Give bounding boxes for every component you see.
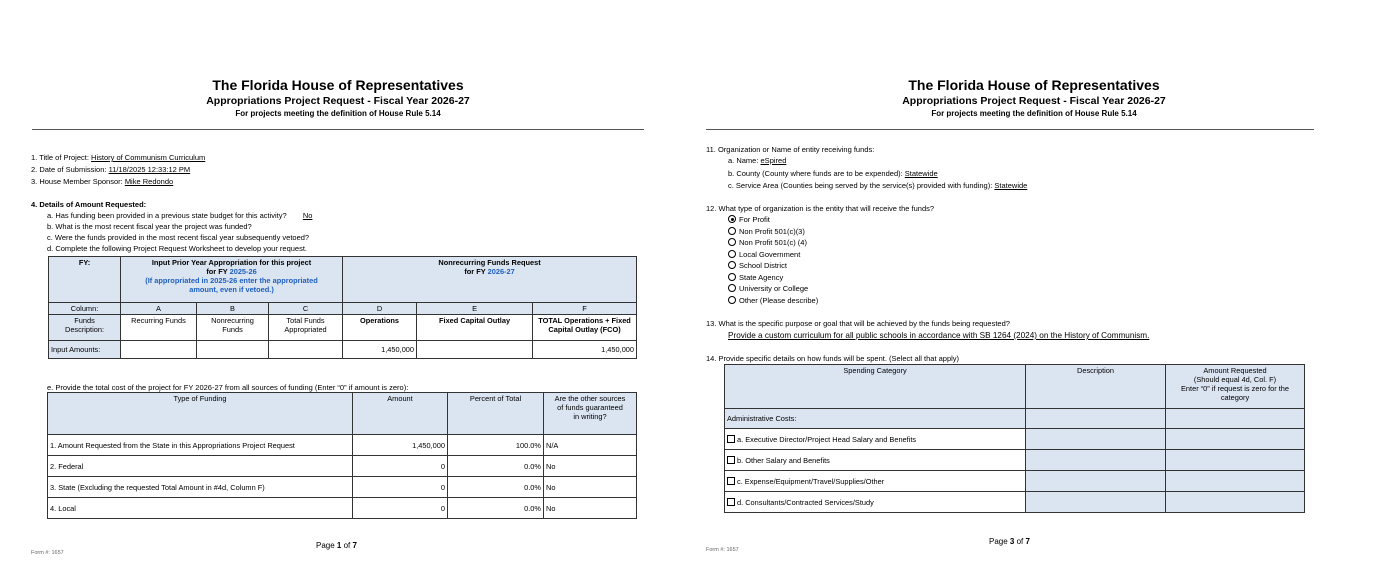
- funding-amount[interactable]: 0: [353, 456, 448, 477]
- page-prefix: Page: [316, 541, 337, 550]
- funding-percent: 0.0%: [448, 477, 544, 498]
- org-county-label: b. County (County where funds are to be expended):: [728, 169, 905, 178]
- input-amounts-label: Input Amounts:: [49, 341, 121, 359]
- spending-row: [725, 450, 1305, 471]
- checkbox-icon[interactable]: [727, 456, 735, 464]
- spending-category-label: b. Other Salary and Benefits: [737, 455, 830, 465]
- org-type-option[interactable]: [728, 250, 800, 260]
- spending-category[interactable]: [725, 450, 1026, 471]
- sponsor-value: Mike Redondo: [124, 177, 174, 186]
- option-label: Non Profit 501(c) (4): [739, 238, 807, 247]
- sponsor-label: 3. House Member Sponsor:: [31, 177, 123, 186]
- details-heading: 4. Details of Amount Requested:: [31, 200, 147, 209]
- funding-guaranteed[interactable]: No: [544, 477, 637, 498]
- option-label: For Profit: [739, 215, 770, 224]
- page-of: of: [341, 541, 353, 550]
- prior-year-note-2: amount, even if vetoed.): [189, 285, 274, 294]
- spending-question: 14. Provide specific details on how funds will be spent. (Select all that apply): [706, 354, 960, 363]
- guaranteed-header: [544, 393, 637, 435]
- org-service-area-label: c. Service Area (Counties being served by the service(s) provided with funding):: [728, 181, 995, 190]
- org-name-value: eSpired: [760, 156, 787, 165]
- admin-amount: [1166, 409, 1305, 429]
- submission-date-line: [31, 165, 190, 175]
- org-service-area-value: Statewide: [994, 181, 1028, 190]
- amount-header-1: Amount Requested: [1203, 366, 1267, 375]
- spending-category-label: d. Consultants/Contracted Services/Study: [737, 497, 874, 507]
- nonrecurring-fy: 2026-27: [487, 267, 515, 276]
- amount-header: Amount: [353, 393, 448, 435]
- worksheet-header-row: [49, 257, 637, 303]
- page-current: 3: [1009, 537, 1015, 546]
- input-b[interactable]: [197, 341, 269, 359]
- desc-b-line1: Nonrecurring: [211, 316, 254, 325]
- radio-icon[interactable]: [728, 273, 736, 281]
- prior-year-header: [121, 257, 343, 303]
- spending-amount[interactable]: [1166, 450, 1305, 471]
- form-number: Form #: 1657: [706, 547, 739, 553]
- option-label: Non Profit 501(c)(3): [739, 226, 805, 236]
- column-c: C: [269, 303, 343, 315]
- funds-label: Funds: [74, 316, 95, 325]
- spending-category[interactable]: [725, 471, 1026, 492]
- page-subtitle: Appropriations Project Request - Fiscal Year 2026-27: [206, 95, 470, 107]
- desc-a: Recurring Funds: [121, 315, 197, 341]
- option-label: School District: [739, 261, 787, 270]
- radio-icon[interactable]: [728, 296, 736, 304]
- funding-row: [48, 498, 637, 519]
- admin-description: [1026, 409, 1166, 429]
- funding-percent: 0.0%: [448, 456, 544, 477]
- spending-amount[interactable]: [1166, 492, 1305, 513]
- page-number: [989, 537, 1030, 546]
- option-label: University or College: [739, 284, 809, 293]
- desc-c: [269, 315, 343, 341]
- desc-d: Operations: [343, 315, 417, 341]
- project-title-label: 1. Title of Project:: [31, 153, 89, 162]
- spending-description[interactable]: [1026, 450, 1166, 471]
- guaranteed-header-1: Are the other sources: [554, 394, 626, 403]
- checkbox-icon[interactable]: [727, 435, 735, 443]
- page-prefix: Page: [989, 537, 1010, 546]
- radio-icon[interactable]: [728, 284, 736, 292]
- funding-type: 4. Local: [48, 498, 353, 519]
- funding-row: [48, 456, 637, 477]
- funding-type: 2. Federal: [48, 456, 353, 477]
- org-type-option[interactable]: [728, 273, 783, 283]
- spending-description[interactable]: [1026, 492, 1166, 513]
- spending-row: [725, 429, 1305, 450]
- input-a[interactable]: [121, 341, 197, 359]
- column-e: E: [417, 303, 533, 315]
- column-d: D: [343, 303, 417, 315]
- input-d[interactable]: 1,450,000: [343, 341, 417, 359]
- page-note: For projects meeting the definition of House Rule 5.14: [235, 109, 441, 118]
- org-type-option[interactable]: [728, 296, 818, 306]
- amount-header-2: (Should equal 4d, Col. F): [1193, 375, 1277, 384]
- type-of-funding-header: Type of Funding: [48, 393, 353, 435]
- checkbox-icon[interactable]: [727, 498, 735, 506]
- page-total: 7: [352, 541, 357, 550]
- desc-e: Fixed Capital Outlay: [417, 315, 533, 341]
- guaranteed-header-3: in writing?: [573, 412, 607, 421]
- document-page-3: [676, 0, 1392, 586]
- desc-c-line1: Total Funds: [286, 316, 325, 325]
- funding-row: [48, 477, 637, 498]
- document-page-1: [0, 0, 676, 586]
- desc-b: [197, 315, 269, 341]
- form-number: Form #: 1657: [31, 550, 64, 556]
- org-question: 11. Organization or Name of entity receiving funds:: [706, 145, 875, 154]
- funding-header-row: [48, 393, 637, 435]
- spending-category[interactable]: [725, 429, 1026, 450]
- option-label: Local Government: [739, 249, 801, 259]
- spending-row: [725, 471, 1305, 492]
- detail-a-line: [47, 211, 312, 221]
- detail-c-label: c. Were the funds provided in the most recent fiscal year subsequently vetoed?: [47, 233, 310, 242]
- spending-category[interactable]: [725, 492, 1026, 513]
- org-name-line: [728, 156, 786, 166]
- page-title: The Florida House of Representatives: [908, 77, 1160, 93]
- percent-header: Percent of Total: [448, 393, 544, 435]
- page-subtitle: Appropriations Project Request - Fiscal Year 2026-27: [902, 95, 1166, 107]
- nonrecurring-for: for FY: [464, 267, 488, 276]
- submission-date-value: 11/18/2025 12:33:12 PM: [108, 165, 191, 174]
- page-note: For projects meeting the definition of House Rule 5.14: [931, 109, 1137, 118]
- org-county-line: [728, 169, 938, 179]
- prior-year-for: for FY: [206, 267, 230, 276]
- funding-type: 3. State (Excluding the requested Total Amount in #4d, Column F): [48, 477, 353, 498]
- purpose-question: 13. What is the specific purpose or goal that will be achieved by the funds being requested?: [706, 319, 1010, 328]
- option-label: State Agency: [739, 272, 784, 282]
- funds-description-label: [49, 315, 121, 341]
- radio-icon[interactable]: [728, 261, 736, 269]
- admin-costs-label: Administrative Costs:: [725, 409, 1026, 429]
- radio-icon[interactable]: [728, 250, 736, 258]
- input-e[interactable]: [417, 341, 533, 359]
- org-type-option[interactable]: [728, 238, 807, 248]
- spending-header-row: [725, 365, 1305, 409]
- desc-f: [533, 315, 637, 341]
- radio-icon[interactable]: [728, 227, 736, 235]
- funding-guaranteed[interactable]: N/A: [544, 435, 637, 456]
- fy-label: FY:: [49, 257, 121, 303]
- guaranteed-header-2: of funds guaranteed: [557, 403, 623, 412]
- org-name-label: a. Name:: [728, 156, 761, 165]
- desc-c-line2: Appropriated: [284, 325, 327, 334]
- desc-f-line2: Capital Outlay (FCO): [548, 325, 621, 334]
- page-number: [316, 541, 357, 550]
- column-f: F: [533, 303, 637, 315]
- input-c[interactable]: [269, 341, 343, 359]
- input-amounts-row: [49, 341, 637, 359]
- funding-type: 1. Amount Requested from the State in this Appropriations Project Request: [48, 435, 353, 456]
- org-county-value: Statewide: [904, 169, 938, 178]
- admin-costs-row: [725, 409, 1305, 429]
- page-total: 7: [1025, 537, 1030, 546]
- prior-year-title: Input Prior Year Appropriation for this project: [151, 258, 312, 267]
- org-type-question: 12. What type of organization is the entity that will receive the funds?: [706, 204, 935, 213]
- column-b: B: [197, 303, 269, 315]
- project-title-value: History of Communism Curriculum: [91, 153, 206, 162]
- funding-amount[interactable]: 1,450,000: [353, 435, 448, 456]
- spending-category-label: a. Executive Director/Project Head Salary and Benefits: [737, 434, 917, 444]
- org-service-area-line: [728, 181, 1027, 191]
- spending-category-header: Spending Category: [725, 365, 1026, 409]
- amount-requested-header: [1166, 365, 1305, 409]
- nonrecurring-header: [343, 257, 637, 303]
- funding-sources-table: [47, 392, 637, 519]
- sponsor-line: [31, 177, 173, 187]
- header-divider: [32, 129, 644, 130]
- detail-a-label: a. Has funding been provided in a previous state budget for this activity?: [47, 211, 287, 220]
- desc-f-line1: TOTAL Operations + Fixed: [538, 316, 631, 325]
- purpose-answer: Provide a custom curriculum for all public schools in accordance with SB 1264 (2024) on the History of Communism.: [728, 331, 1150, 340]
- radio-icon[interactable]: [728, 238, 736, 246]
- amount-header-3: Enter “0” if request is zero for the: [1180, 384, 1290, 393]
- org-type-option[interactable]: [728, 284, 808, 294]
- header-divider: [706, 129, 1314, 130]
- spending-amount[interactable]: [1166, 429, 1305, 450]
- description-header: Description: [1026, 365, 1166, 409]
- spending-description[interactable]: [1026, 471, 1166, 492]
- funding-percent: 100.0%: [448, 435, 544, 456]
- column-a: A: [121, 303, 197, 315]
- prior-year-fy: 2025-26: [229, 267, 257, 276]
- column-label: Column:: [49, 303, 121, 315]
- spending-table: [724, 364, 1305, 513]
- desc-b-line2: Funds: [222, 325, 243, 334]
- funds-description-row: [49, 315, 637, 341]
- description-label: Description:: [64, 325, 105, 334]
- checkbox-icon[interactable]: [727, 477, 735, 485]
- radio-selected-icon[interactable]: [728, 215, 736, 223]
- column-letter-row: [49, 303, 637, 315]
- page-current: 1: [336, 541, 342, 550]
- org-type-option[interactable]: [728, 227, 805, 237]
- funding-percent: 0.0%: [448, 498, 544, 519]
- funding-intro: e. Provide the total cost of the project for FY 2026-27 from all sources of funding (Enter “0” if amount is zero):: [47, 383, 409, 392]
- funding-guaranteed[interactable]: No: [544, 456, 637, 477]
- funding-guaranteed[interactable]: No: [544, 498, 637, 519]
- spending-row: [725, 492, 1305, 513]
- funding-amount[interactable]: 0: [353, 477, 448, 498]
- page-of: of: [1014, 537, 1026, 546]
- spending-category-label: c. Expense/Equipment/Travel/Supplies/Other: [737, 476, 885, 486]
- detail-a-value: No: [302, 211, 313, 220]
- funding-amount[interactable]: 0: [353, 498, 448, 519]
- nonrecurring-title: Nonrecurring Funds Request: [438, 258, 541, 267]
- prior-year-note-1: (If appropriated in 2025-26 enter the appropriated: [145, 276, 318, 285]
- page-title: The Florida House of Representatives: [212, 77, 464, 93]
- input-f[interactable]: 1,450,000: [533, 341, 637, 359]
- project-title-line: [31, 153, 205, 163]
- funding-row: [48, 435, 637, 456]
- spending-amount[interactable]: [1166, 471, 1305, 492]
- amount-header-4: category: [1220, 393, 1250, 402]
- project-request-worksheet: [48, 256, 637, 359]
- option-label: Other (Please describe): [739, 295, 819, 305]
- detail-d-label: d. Complete the following Project Request Worksheet to develop your request.: [47, 244, 308, 253]
- detail-b-label: b. What is the most recent fiscal year the project was funded?: [47, 222, 252, 231]
- spending-description[interactable]: [1026, 429, 1166, 450]
- org-type-option[interactable]: [728, 215, 770, 225]
- org-type-option[interactable]: [728, 261, 787, 271]
- submission-date-label: 2. Date of Submission:: [31, 165, 107, 174]
